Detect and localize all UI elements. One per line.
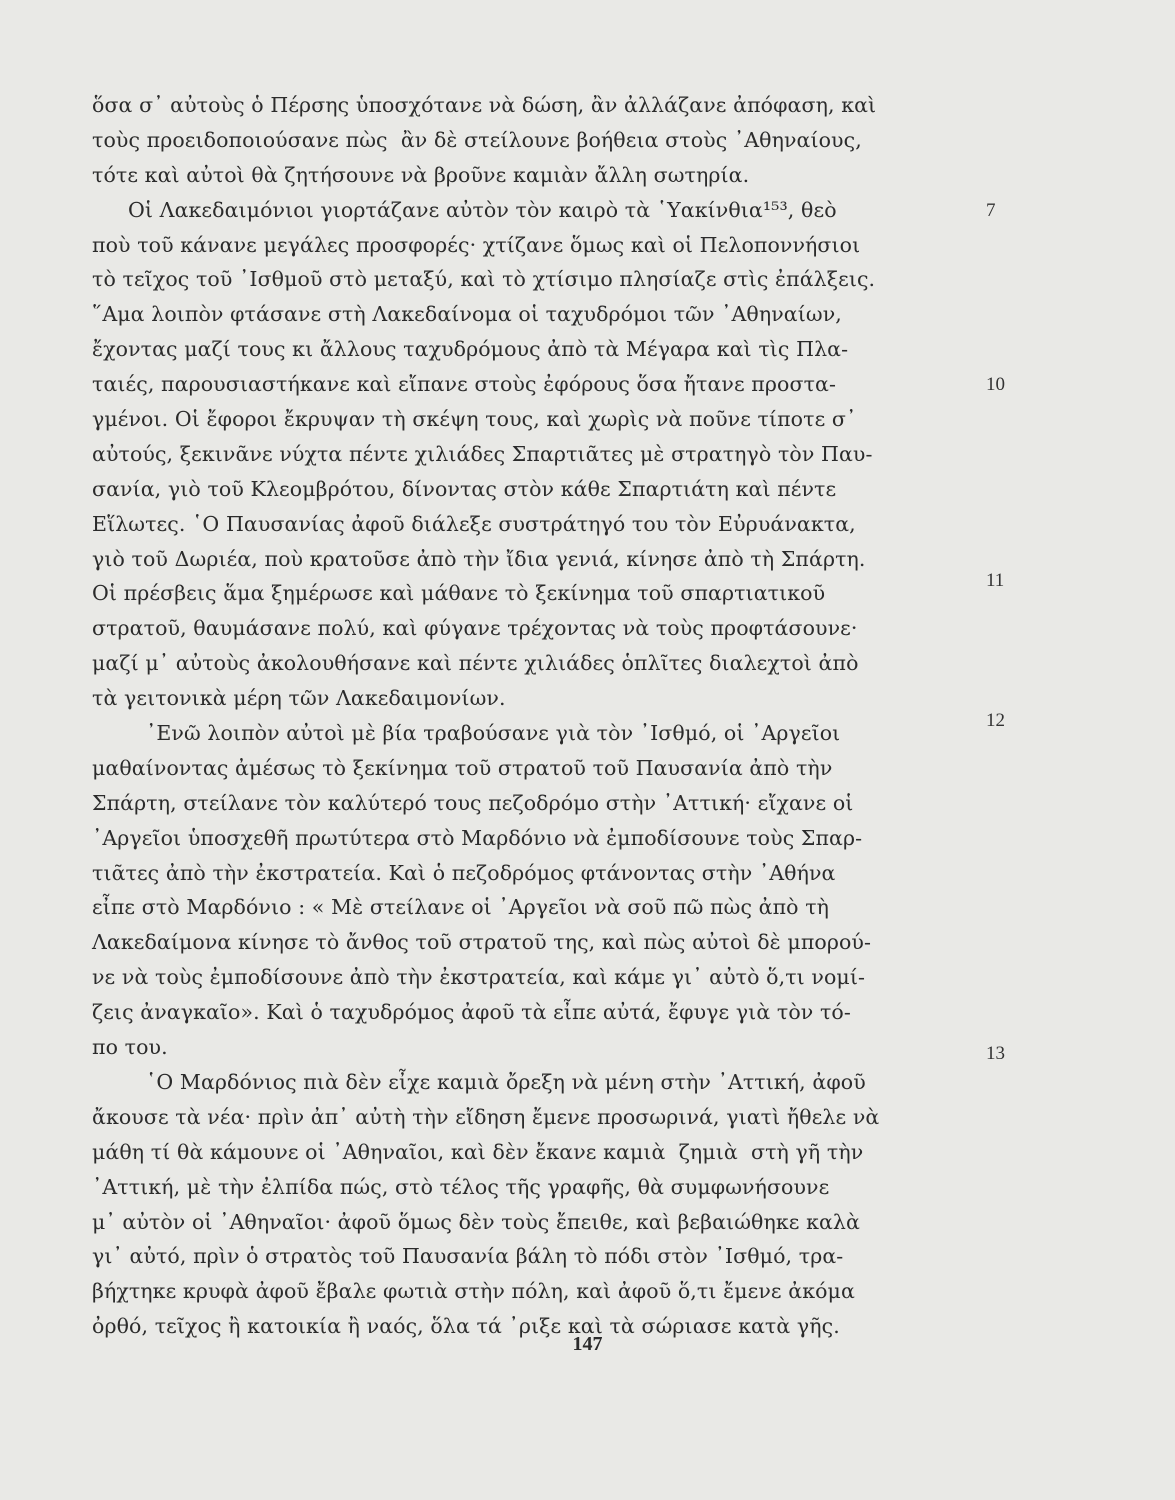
text-line: ἄκουσε τὰ νέα· πρὶν ἀπ᾽ αὐτὴ τὴν εἴδηση ἔμενε προσωρινά, γιατὶ ἤθελε νὰ — [92, 1104, 880, 1129]
margin-chapter-number: 11 — [986, 570, 1005, 591]
text-line: στρατοῦ, θαυμάσανε πολύ, καὶ φύγανε τρέχοντας νὰ τοὺς προφτάσουνε· — [92, 616, 858, 641]
text-line: σανία, γιὸ τοῦ Κλεομβρότου, δίνοντας στὸν κάθε Σπαρτιάτη καὶ πέντε — [92, 476, 837, 501]
text-line: ῞Αμα λοιπὸν φτάσανε στὴ Λακεδαίνομα οἱ ταχυδρόμοι τῶν ᾿Αθηναίων, — [92, 302, 842, 327]
text-line: Οἱ πρέσβεις ἅμα ξημέρωσε καὶ μάθανε τὸ ξεκίνημα τοῦ σπαρτιατικοῦ — [92, 581, 826, 606]
text-line: Σπάρτη, στείλανε τὸν καλύτερό τους πεζοδρόμο στὴν ᾿Αττική· εἴχανε οἱ — [92, 790, 854, 815]
text-line: ᾿Αργεῖοι ὑποσχεθῆ πρωτύτερα στὸ Μαρδόνιο νὰ ἐμποδίσουνε τοὺς Σπαρ- — [92, 825, 863, 850]
margin-chapter-number: 7 — [986, 200, 996, 221]
text-line: ταιές, παρουσιαστήκανε καὶ εἴπανε στοὺς ἐφόρους ὅσα ἤτανε προστα- — [92, 372, 836, 397]
text-line: ᾿Αττική, μὲ τὴν ἐλπίδα πώς, στὸ τέλος τῆς γραφῆς, θὰ συμφωνήσουνε — [92, 1174, 830, 1199]
text-line: γμένοι. Οἱ ἔφοροι ἔκρυψαν τὴ σκέψη τους, καὶ χωρὶς νὰ ποῦνε τίποτε σ᾽ — [92, 407, 857, 432]
text-line: τότε καὶ αὐτοὶ θὰ ζητήσουνε νὰ βροῦνε καμιὰν ἄλλη σωτηρία. — [92, 162, 750, 187]
page-number: 147 — [572, 1333, 603, 1355]
text-line: τὰ γειτονικὰ μέρη τῶν Λακεδαιμονίων. — [92, 686, 506, 711]
text-line: μαζί μ᾽ αὐτοὺς ἀκολουθήσανε καὶ πέντε χιλιάδες ὁπλῖτες διαλεχτοὶ ἀπὸ — [92, 651, 859, 676]
text-line: βήχτηκε κρυφὰ ἀφοῦ ἔβαλε φωτιὰ στὴν πόλη, καὶ ἀφοῦ ὅ,τι ἔμενε ἀκόμα — [92, 1279, 855, 1304]
text-line: ῾Ο Μαρδόνιος πιὰ δὲν εἶχε καμιὰ ὄρεξη νὰ μένη στὴν ᾿Αττική, ἀφοῦ — [146, 1069, 866, 1094]
text-line: Εἵλωτες. ῾Ο Παυσανίας ἀφοῦ διάλεξε συστράτηγό του τὸν Εὐρυάνακτα, — [92, 511, 856, 536]
margin-chapter-number: 10 — [986, 374, 1005, 395]
text-line: ποὺ τοῦ κάνανε μεγάλες προσφορές· χτίζανε ὅμως καὶ οἱ Πελοποννήσιοι — [92, 232, 861, 257]
text-line: αὐτούς, ξεκινᾶνε νύχτα πέντε χιλιάδες Σπαρτιᾶτες μὲ στρατηγὸ τὸν Παυ- — [92, 441, 873, 466]
text-line: Οἱ Λακεδαιμόνιοι γιορτάζανε αὐτὸν τὸν καιρὸ τὰ ῾Υακίνθια¹⁵³, θεὸ — [128, 197, 837, 222]
text-line: ἔχοντας μαζί τους κι ἄλλους ταχυδρόμους ἀπὸ τὰ Μέγαρα καὶ τὶς Πλα- — [92, 337, 849, 362]
body-text — [92, 88, 972, 1344]
text-line: γιὸ τοῦ Δωριέα, ποὺ κρατοῦσε ἀπὸ τὴν ἴδια γενιά, κίνησε ἀπὸ τὴ Σπάρτη. — [92, 546, 866, 571]
text-line: Λακεδαίμονα κίνησε τὸ ἄνθος τοῦ στρατοῦ της, καὶ πὼς αὐτοὶ δὲ μπορού- — [92, 930, 872, 955]
margin-chapter-number: 12 — [986, 710, 1005, 731]
text-line: πο του. — [92, 1035, 168, 1060]
text-line: ᾿Ενῶ λοιπὸν αὐτοὶ μὲ βία τραβούσανε γιὰ τὸν ᾿Ισθμό, οἱ ᾿Αργεῖοι — [146, 721, 841, 746]
text-line: τοὺς προειδοποιούσανε πὼς ἂν δὲ στείλουνε βοήθεια στοὺς ᾿Αθηναίους, — [92, 127, 862, 152]
text-line: μαθαίνοντας ἀμέσως τὸ ξεκίνημα τοῦ στρατοῦ τοῦ Παυσανία ἀπὸ τὴν — [92, 755, 833, 780]
text-line: εἶπε στὸ Μαρδόνιο : « Μὲ στείλανε οἱ ᾿Αργεῖοι νὰ σοῦ πῶ πὼς ἀπὸ τὴ — [92, 895, 830, 920]
text-line: μάθη τί θὰ κάμουνε οἱ ᾿Αθηναῖοι, καὶ δὲν ἔκανε καμιὰ ζημιὰ στὴ γῆ τὴν — [92, 1139, 864, 1164]
text-line: μ᾽ αὐτὸν οἱ ᾿Αθηναῖοι· ἀφοῦ ὅμως δὲν τοὺς ἔπειθε, καὶ βεβαιώθηκε καλὰ — [92, 1209, 860, 1234]
text-line: γι᾽ αὐτό, πρὶν ὁ στρατὸς τοῦ Παυσανία βάλη τὸ πόδι στὸν ᾿Ισθμό, τρα- — [92, 1244, 844, 1269]
text-line: ὀρθό, τεῖχος ἢ κατοικία ἢ ναός, ὅλα τά ᾽ριξε καὶ τὰ σώριασε κατὰ γῆς. — [92, 1314, 840, 1339]
text-line: τὸ τεῖχος τοῦ ᾿Ισθμοῦ στὸ μεταξύ, καὶ τὸ χτίσιμο πλησίαζε στὶς ἐπάλξεις. — [92, 267, 876, 292]
text-line: ὅσα σ᾽ αὐτοὺς ὁ Πέρσης ὑποσχότανε νὰ δώση, ἂν ἀλλάζανε ἀπόφαση, καὶ — [92, 93, 877, 117]
text-line: τιᾶτες ἀπὸ τὴν ἐκστρατεία. Καὶ ὁ πεζοδρόμος φτάνοντας στὴν ᾿Αθήνα — [92, 860, 836, 885]
text-line: ζεις ἀναγκαῖο». Καὶ ὁ ταχυδρόμος ἀφοῦ τὰ εἶπε αὐτά, ἔφυγε γιὰ τὸν τό- — [92, 1000, 851, 1025]
text-line: νε νὰ τοὺς ἐμποδίσουνε ἀπὸ τὴν ἐκστρατεία, καὶ κάμε γι᾽ αὐτὸ ὅ,τι νομί- — [92, 965, 866, 990]
margin-chapter-number: 13 — [986, 1043, 1005, 1064]
